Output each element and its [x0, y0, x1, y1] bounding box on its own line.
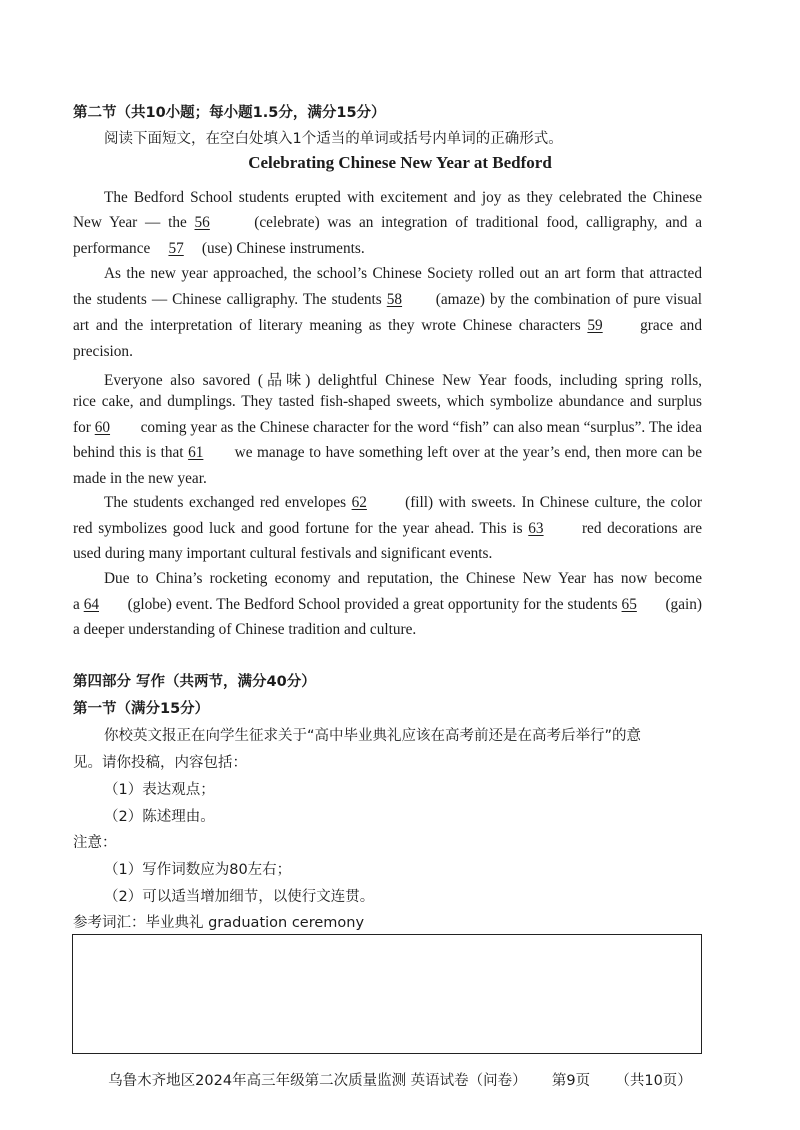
passage-line: precision.: [73, 343, 133, 360]
passage-line: As the new year approached, the school’s Chinese Society rolled out an art form that attracted: [104, 265, 702, 282]
passage-line: a deeper understanding of Chinese tradition and culture.: [73, 621, 417, 638]
passage-line: for 60 coming year as the Chinese character for the word “fish” can also mean “surplus”. The idea: [73, 419, 702, 436]
passage-line: The Bedford School students erupted with excitement and joy as they celebrated the Chinese: [104, 189, 702, 206]
passage-line: New Year — the 56 (celebrate) was an integration of traditional food, calligraphy, and a: [73, 214, 702, 231]
notes-label: 注意：: [73, 835, 117, 851]
part4-header: 第四部分 写作（共两节，满分40分）: [73, 674, 316, 690]
footer-exam-title: 乌鲁木齐地区2024年高三年级第二次质量监测 英语试卷（问卷）: [108, 1073, 527, 1089]
passage-line: art and the interpretation of literary meaning as they wrote Chinese characters 59 grace and: [73, 317, 702, 334]
passage-title: Celebrating Chinese New Year at Bedford: [248, 153, 552, 172]
prompt-item: （1）表达观点；: [104, 782, 215, 798]
blank-64[interactable]: 64: [83, 596, 99, 613]
part4-section1-header: 第一节（满分15分）: [73, 701, 210, 717]
passage-line: behind this is that 61 we manage to have something left over at the year’s end, then more can be: [73, 444, 702, 461]
blank-59[interactable]: 59: [587, 317, 603, 334]
passage-line: a 64 (globe) event. The Bedford School provided a great opportunity for the students 65 (gain): [73, 596, 702, 613]
passage-line: rice cake, and dumplings. They tasted fish-shaped sweets, which symbolize abundance and surplus: [73, 393, 702, 410]
passage-line: performance 57 (use) Chinese instruments.: [73, 240, 365, 257]
blank-60[interactable]: 60: [94, 419, 111, 436]
writing-prompt: 你校英文报正在向学生征求关于“高中毕业典礼应该在高考前还是在高考后举行”的意: [104, 728, 642, 744]
blank-65[interactable]: 65: [621, 596, 637, 613]
blank-61[interactable]: 61: [188, 444, 204, 461]
answer-box[interactable]: [72, 934, 702, 1054]
note-item: （2）可以适当增加细节，以使行文连贯。: [104, 889, 375, 905]
section-instruction: 阅读下面短文，在空白处填入1个适当的单词或括号内单词的正确形式。: [104, 131, 563, 147]
blank-58[interactable]: 58: [386, 291, 403, 308]
passage-line: the students — Chinese calligraphy. The students 58 (amaze) by the combination of pure visual: [73, 291, 702, 308]
passage-line: Everyone also savored (品味) delightful Chinese New Year foods, including spring rolls,: [104, 372, 702, 389]
note-item: （1）写作词数应为80左右；: [104, 862, 292, 878]
passage-line: The students exchanged red envelopes 62 (fill) with sweets. In Chinese culture, the color: [104, 494, 702, 511]
footer-page-number: 第9页: [551, 1073, 591, 1089]
reference-vocabulary: 参考词汇：毕业典礼 graduation ceremony: [73, 915, 365, 931]
blank-62[interactable]: 62: [351, 494, 367, 511]
footer-total-pages: （共10页）: [615, 1073, 692, 1089]
blank-57[interactable]: 57: [168, 240, 184, 257]
passage-line: red symbolizes good luck and good fortune for the year ahead. This is 63 red decorations are: [73, 520, 702, 537]
writing-prompt: 见。请你投稿，内容包括：: [73, 755, 247, 771]
section-header: 第二节（共10小题；每小题1.5分，满分15分）: [73, 105, 386, 121]
passage-line: Due to China’s rocketing economy and reputation, the Chinese New Year has now become: [104, 570, 702, 587]
prompt-item: （2）陈述理由。: [104, 809, 215, 825]
blank-63[interactable]: 63: [528, 520, 544, 537]
blank-56[interactable]: 56: [194, 214, 210, 231]
page-footer: [0, 1069, 800, 1090]
passage-line: made in the new year.: [73, 470, 207, 487]
passage-line: used during many important cultural festivals and significant events.: [73, 545, 493, 562]
